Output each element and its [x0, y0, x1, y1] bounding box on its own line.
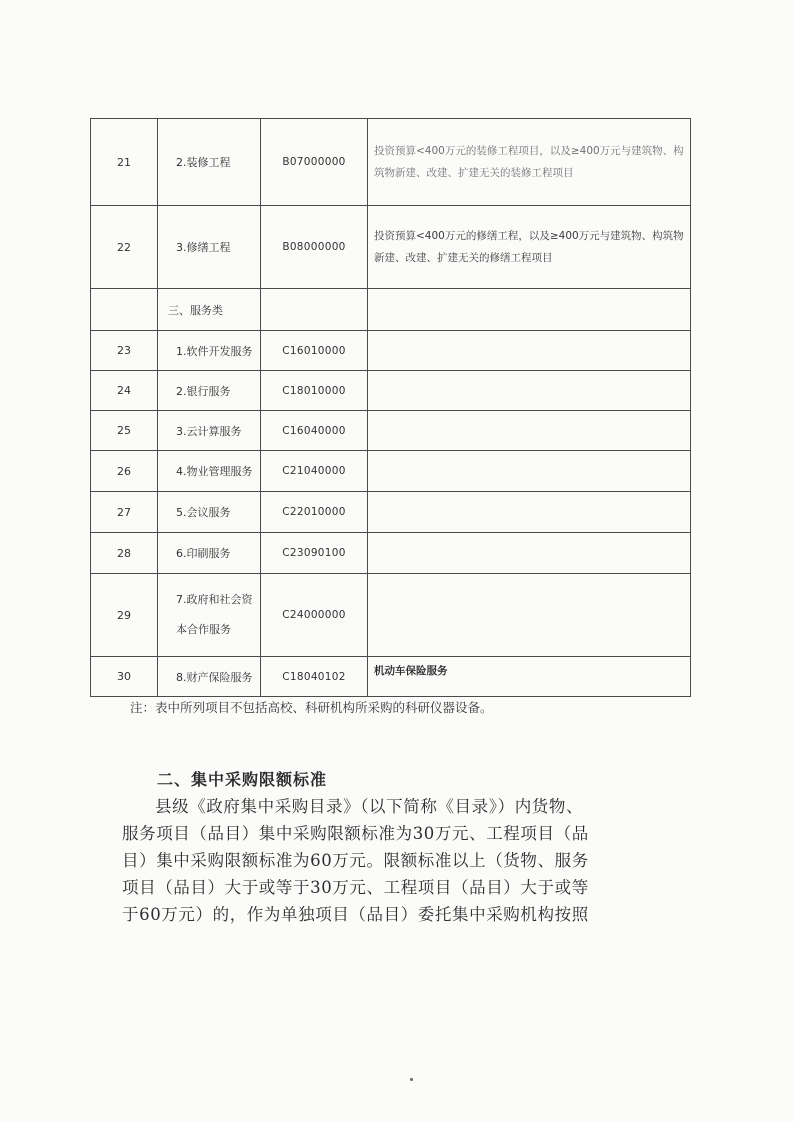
item-code: C16010000: [261, 331, 368, 371]
page-speck: [410, 1078, 413, 1081]
item-code: [261, 289, 368, 331]
item-code: B07000000: [261, 119, 368, 206]
category-row: [91, 289, 691, 331]
item-name: 1.软件开发服务: [158, 331, 261, 371]
row-number: 25: [91, 411, 158, 451]
item-name: 8.财产保险服务: [158, 657, 261, 697]
row-number: 26: [91, 451, 158, 492]
procurement-catalog-table: [90, 118, 691, 697]
table-row: [91, 119, 691, 206]
paragraph-line: 项目（品目）大于或等于30万元、工程项目（品目）大于或等: [122, 878, 589, 897]
item-name: 7.政府和社会资本合作服务: [158, 574, 261, 657]
item-description: [368, 331, 691, 371]
item-description: [368, 492, 691, 533]
item-code: C22010000: [261, 492, 368, 533]
paragraph-line: 目）集中采购限额标准为60万元。限额标准以上（货物、服务: [122, 851, 589, 870]
row-number: 29: [91, 574, 158, 657]
table-row: [91, 411, 691, 451]
item-code: C18040102: [261, 657, 368, 697]
row-number: 30: [91, 657, 158, 697]
row-number: 21: [91, 119, 158, 206]
row-number: 24: [91, 371, 158, 411]
row-number: 23: [91, 331, 158, 371]
item-code: C21040000: [261, 451, 368, 492]
item-name: 3.修缮工程: [158, 206, 261, 289]
section-paragraph: [122, 793, 688, 928]
item-description: [368, 289, 691, 331]
table-row: [91, 533, 691, 574]
item-code: C18010000: [261, 371, 368, 411]
table-row: [91, 206, 691, 289]
item-description: [368, 371, 691, 411]
item-name: 4.物业管理服务: [158, 451, 261, 492]
table-row: [91, 371, 691, 411]
item-code: C16040000: [261, 411, 368, 451]
paragraph-line: 服务项目（品目）集中采购限额标准为30万元、工程项目（品: [122, 824, 589, 843]
table-row: [91, 574, 691, 657]
section-heading: 二、集中采购限额标准: [157, 770, 328, 789]
category-heading: 三、服务类: [158, 289, 261, 331]
item-description: 投资预算<400万元的修缮工程，以及≥400万元与建筑物、构筑物新建、改建、扩建无关的修缮工程项目: [368, 206, 691, 289]
table-row: [91, 657, 691, 697]
item-code: C23090100: [261, 533, 368, 574]
row-number: 22: [91, 206, 158, 289]
item-code: B08000000: [261, 206, 368, 289]
item-description: 投资预算<400万元的装修工程项目，以及≥400万元与建筑物、构筑物新建、改建、扩建无关的装修工程项目: [368, 119, 691, 206]
paragraph-line: 于60万元）的，作为单独项目（品目）委托集中采购机构按照: [122, 905, 589, 924]
item-name: 2.装修工程: [158, 119, 261, 206]
item-name: 3.云计算服务: [158, 411, 261, 451]
item-description: [368, 451, 691, 492]
item-description: 机动车保险服务: [368, 657, 691, 697]
paragraph-line: 县级《政府集中采购目录》（以下简称《目录》）内货物、: [155, 797, 584, 816]
item-name: 6.印刷服务: [158, 533, 261, 574]
row-number: 27: [91, 492, 158, 533]
item-name: 2.银行服务: [158, 371, 261, 411]
table-row: [91, 331, 691, 371]
item-name: 5.会议服务: [158, 492, 261, 533]
item-code: C24000000: [261, 574, 368, 657]
item-description: [368, 533, 691, 574]
table-row: [91, 492, 691, 533]
item-description: [368, 411, 691, 451]
item-description: [368, 574, 691, 657]
table-row: [91, 451, 691, 492]
table-footnote: 注：表中所列项目不包括高校、科研机构所采购的科研仪器设备。: [130, 700, 493, 715]
row-number: 28: [91, 533, 158, 574]
row-number: [91, 289, 158, 331]
